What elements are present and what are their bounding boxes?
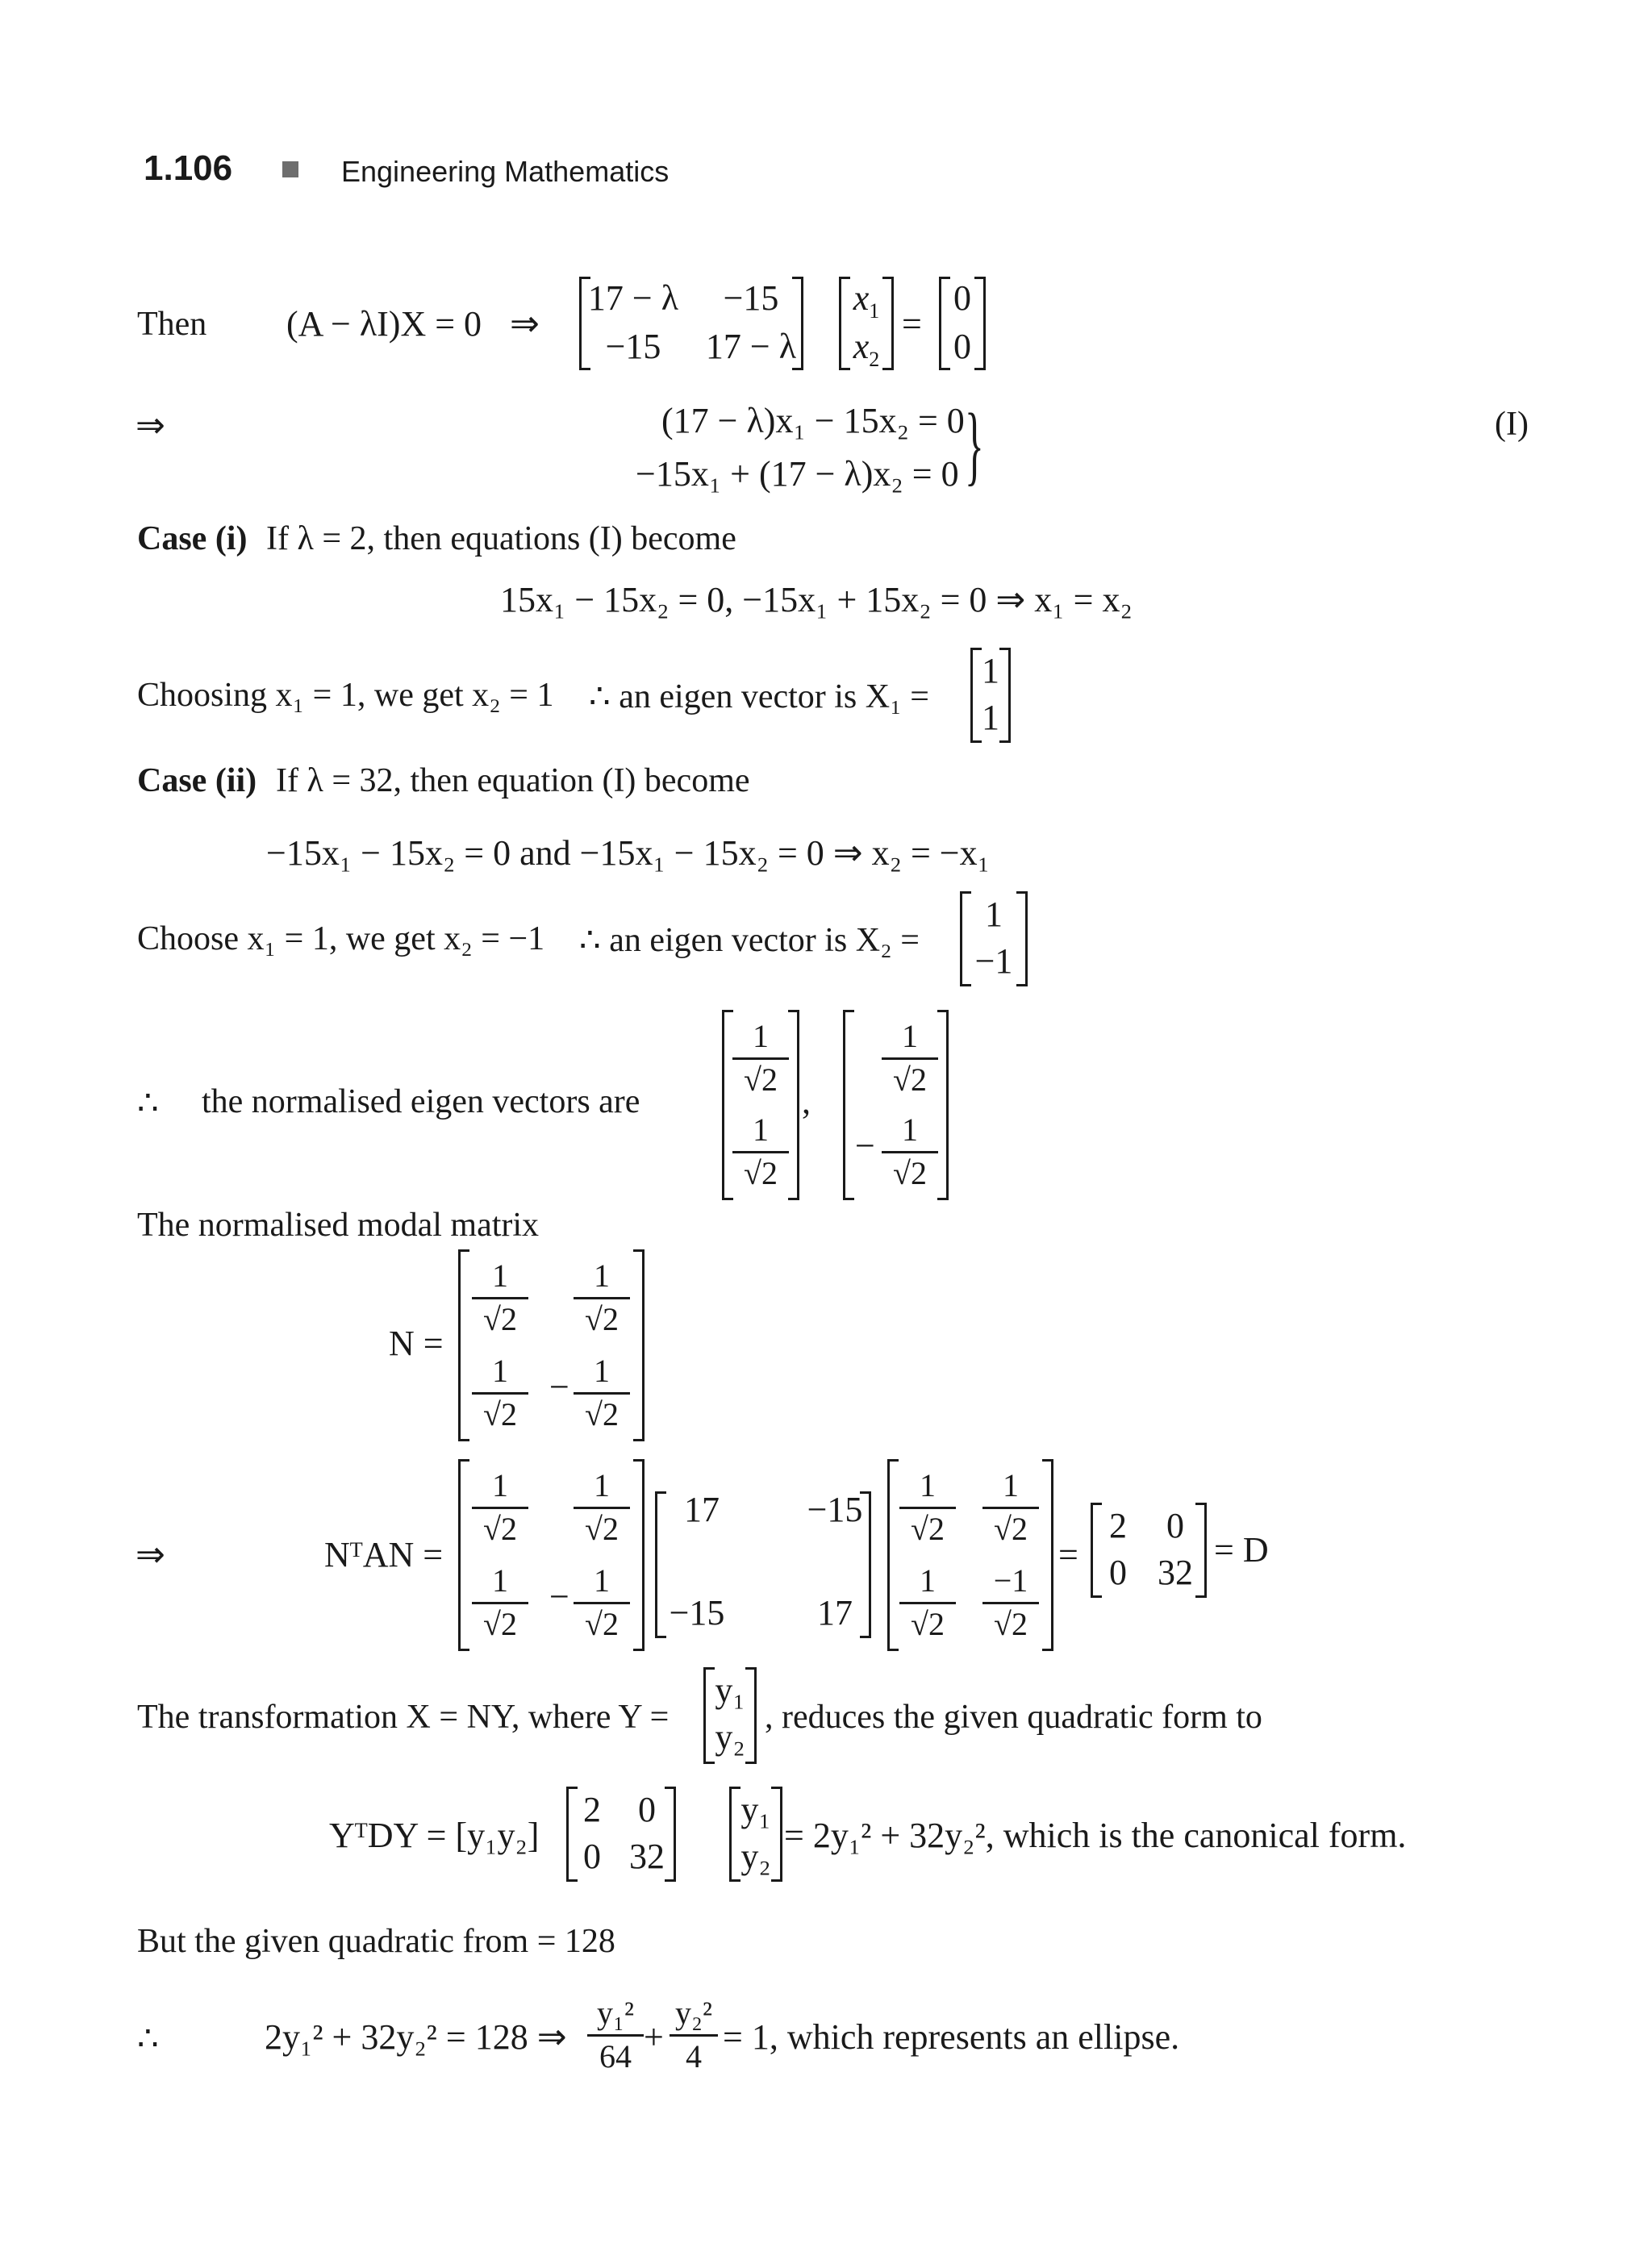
transformation-text-2: , reduces the given quadratic form to bbox=[765, 1699, 1262, 1736]
x1-var: x bbox=[853, 278, 870, 318]
case-2-eigenvector-text: ∴ an eigen vector is X₂ = bbox=[579, 922, 920, 959]
n-equals: N = bbox=[389, 1324, 444, 1363]
canonical-lhs: YᵀDY = [y₁y₂] bbox=[329, 1816, 540, 1855]
ntan-equals: = bbox=[1058, 1535, 1078, 1574]
m1-22: 17 − λ bbox=[705, 327, 797, 366]
cy-2: y₂ bbox=[740, 1837, 771, 1876]
transformation-text: The transformation X = NY, where Y = bbox=[137, 1699, 670, 1736]
m1-21: −15 bbox=[605, 327, 661, 366]
cd-12: 0 bbox=[638, 1790, 656, 1829]
matrix-n-transpose: $\frac{1}{√2}$ $\frac{1}{√2}$ $\frac{1}{√2}$ − $\frac{1}{√2}$ bbox=[458, 1462, 645, 1649]
eigenvector-x1 bbox=[970, 650, 1011, 740]
equals-d: = D bbox=[1214, 1530, 1269, 1570]
ellipse-rhs: = 1, which represents an ellipse. bbox=[723, 2017, 1180, 2057]
x2-sub: 2 bbox=[869, 348, 880, 371]
x1-entry-1: 1 bbox=[982, 651, 999, 690]
m1-12: −15 bbox=[723, 278, 779, 318]
given-text: But the given quadratic from = 128 bbox=[137, 1923, 615, 1960]
case-2-text: If λ = 32, then equation (I) become bbox=[276, 762, 750, 799]
zero-2: 0 bbox=[953, 327, 971, 366]
x1-entry-2: 1 bbox=[982, 698, 999, 737]
case-2-label: Case (ii) bbox=[137, 762, 257, 799]
matrix-n-right: $\frac{1}{√2}$ $\frac{1}{√2}$ $\frac{1}{√2}$ $\frac{-1}{√2}$ bbox=[887, 1462, 1053, 1649]
equation-tag: (I) bbox=[1495, 406, 1529, 443]
canonical-rhs: = 2y₁² + 32y₂², which is the canonical form. bbox=[784, 1816, 1407, 1855]
ellipse-therefore: ∴ bbox=[137, 2020, 159, 2058]
zero-1: 0 bbox=[953, 278, 971, 318]
case-2-choose: Choose x₁ = 1, we get x₂ = −1 bbox=[137, 920, 545, 957]
case-2-equation: −15x₁ − 15x₂ = 0 and −15x₁ − 15x₂ = 0 ⇒ x₂ = −x₁ bbox=[266, 833, 990, 873]
eigenvector-x2 bbox=[960, 894, 1028, 984]
system-implies: ⇒ bbox=[136, 406, 165, 445]
vector-y bbox=[703, 1670, 757, 1762]
cd-11: 2 bbox=[583, 1790, 601, 1829]
matrix-a bbox=[655, 1490, 871, 1636]
cy-1: y₁ bbox=[740, 1790, 771, 1829]
case-1-eigenvector-text: ∴ an eigen vector is X₁ = bbox=[589, 678, 929, 715]
then-lhs: (A − λI)X = 0 bbox=[286, 304, 482, 344]
case-1-choose: Choosing x₁ = 1, we get x₂ = 1 bbox=[137, 677, 554, 714]
fraction-1-den: 64 bbox=[587, 2034, 644, 2077]
d-21: 0 bbox=[1109, 1553, 1127, 1592]
then-label: Then bbox=[137, 306, 207, 343]
modal-matrix-text: The normalised modal matrix bbox=[137, 1207, 540, 1244]
case-1-label: Case (i) bbox=[137, 520, 248, 557]
d-22: 32 bbox=[1158, 1553, 1193, 1592]
y-1: y₁ bbox=[715, 1670, 745, 1710]
then-implies: ⇒ bbox=[510, 304, 540, 344]
minus-sign: − bbox=[855, 1126, 875, 1166]
a-22: 17 bbox=[817, 1593, 853, 1633]
fraction-1-num: y₁² bbox=[597, 1995, 634, 2031]
system-line-2: −15x₁ + (17 − λ)x₂ = 0 bbox=[636, 454, 959, 494]
d-12: 0 bbox=[1166, 1506, 1184, 1545]
cd-22: 32 bbox=[629, 1837, 665, 1876]
x1-sub: 1 bbox=[869, 299, 880, 323]
case-1-equation: 15x₁ − 15x₂ = 0, −15x₁ + 15x₂ = 0 ⇒ x₁ = x₂ bbox=[500, 580, 1133, 619]
therefore-symbol: ∴ bbox=[137, 1085, 159, 1122]
a-11: 17 bbox=[684, 1490, 720, 1529]
system-line-1: (17 − λ)x₁ − 15x₂ = 0 bbox=[661, 401, 965, 440]
fraction-2-num: y₂² bbox=[675, 1995, 712, 2031]
normalised-vector-1: $\frac{1}{√2}$ $\frac{1}{√2}$ bbox=[722, 1012, 799, 1198]
x2-entry-2: −1 bbox=[974, 941, 1013, 981]
fraction-y2-4 bbox=[670, 1992, 718, 2077]
a-21: −15 bbox=[669, 1593, 725, 1633]
normalised-vector-2: $\frac{1}{√2}$ − $\frac{1}{√2}$ bbox=[843, 1012, 949, 1198]
ntan-lhs: NᵀAN = bbox=[324, 1535, 444, 1574]
cd-21: 0 bbox=[583, 1837, 601, 1876]
ellipse-plus: + bbox=[644, 2017, 664, 2057]
matrix-a-minus-lambda bbox=[579, 279, 803, 368]
page-number: 1.106 bbox=[144, 148, 233, 188]
vectors-comma: , bbox=[802, 1082, 811, 1121]
matrix-n: $\frac{1}{√2}$ $\frac{1}{√2}$ $\frac{1}{√2}$ − $\frac{1}{√2}$ bbox=[458, 1252, 645, 1439]
zero-vector bbox=[939, 279, 986, 368]
m1-11: 17 − λ bbox=[587, 278, 679, 318]
ntan-implies: ⇒ bbox=[136, 1535, 165, 1574]
y-2: y₂ bbox=[715, 1717, 745, 1757]
normalised-text: the normalised eigen vectors are bbox=[202, 1083, 640, 1120]
x2-entry-1: 1 bbox=[985, 894, 1003, 934]
vector-x bbox=[839, 278, 894, 371]
d-11: 2 bbox=[1109, 1506, 1127, 1545]
ellipse-equation: 2y₁² + 32y₂² = 128 ⇒ bbox=[265, 2017, 567, 2057]
right-brace: } bbox=[965, 395, 984, 494]
matrix-d bbox=[1091, 1505, 1207, 1595]
running-title: Engineering Mathematics bbox=[341, 155, 670, 188]
x2-var: x bbox=[853, 327, 870, 366]
header-square-icon bbox=[282, 161, 298, 177]
fraction-2-den: 4 bbox=[670, 2034, 718, 2077]
canonical-matrix-d bbox=[566, 1789, 676, 1879]
a-12: −15 bbox=[807, 1490, 863, 1529]
canonical-vector-y bbox=[729, 1789, 782, 1879]
fraction-y1-64 bbox=[587, 1992, 644, 2077]
case-1-text: If λ = 2, then equations (I) become bbox=[266, 520, 736, 557]
